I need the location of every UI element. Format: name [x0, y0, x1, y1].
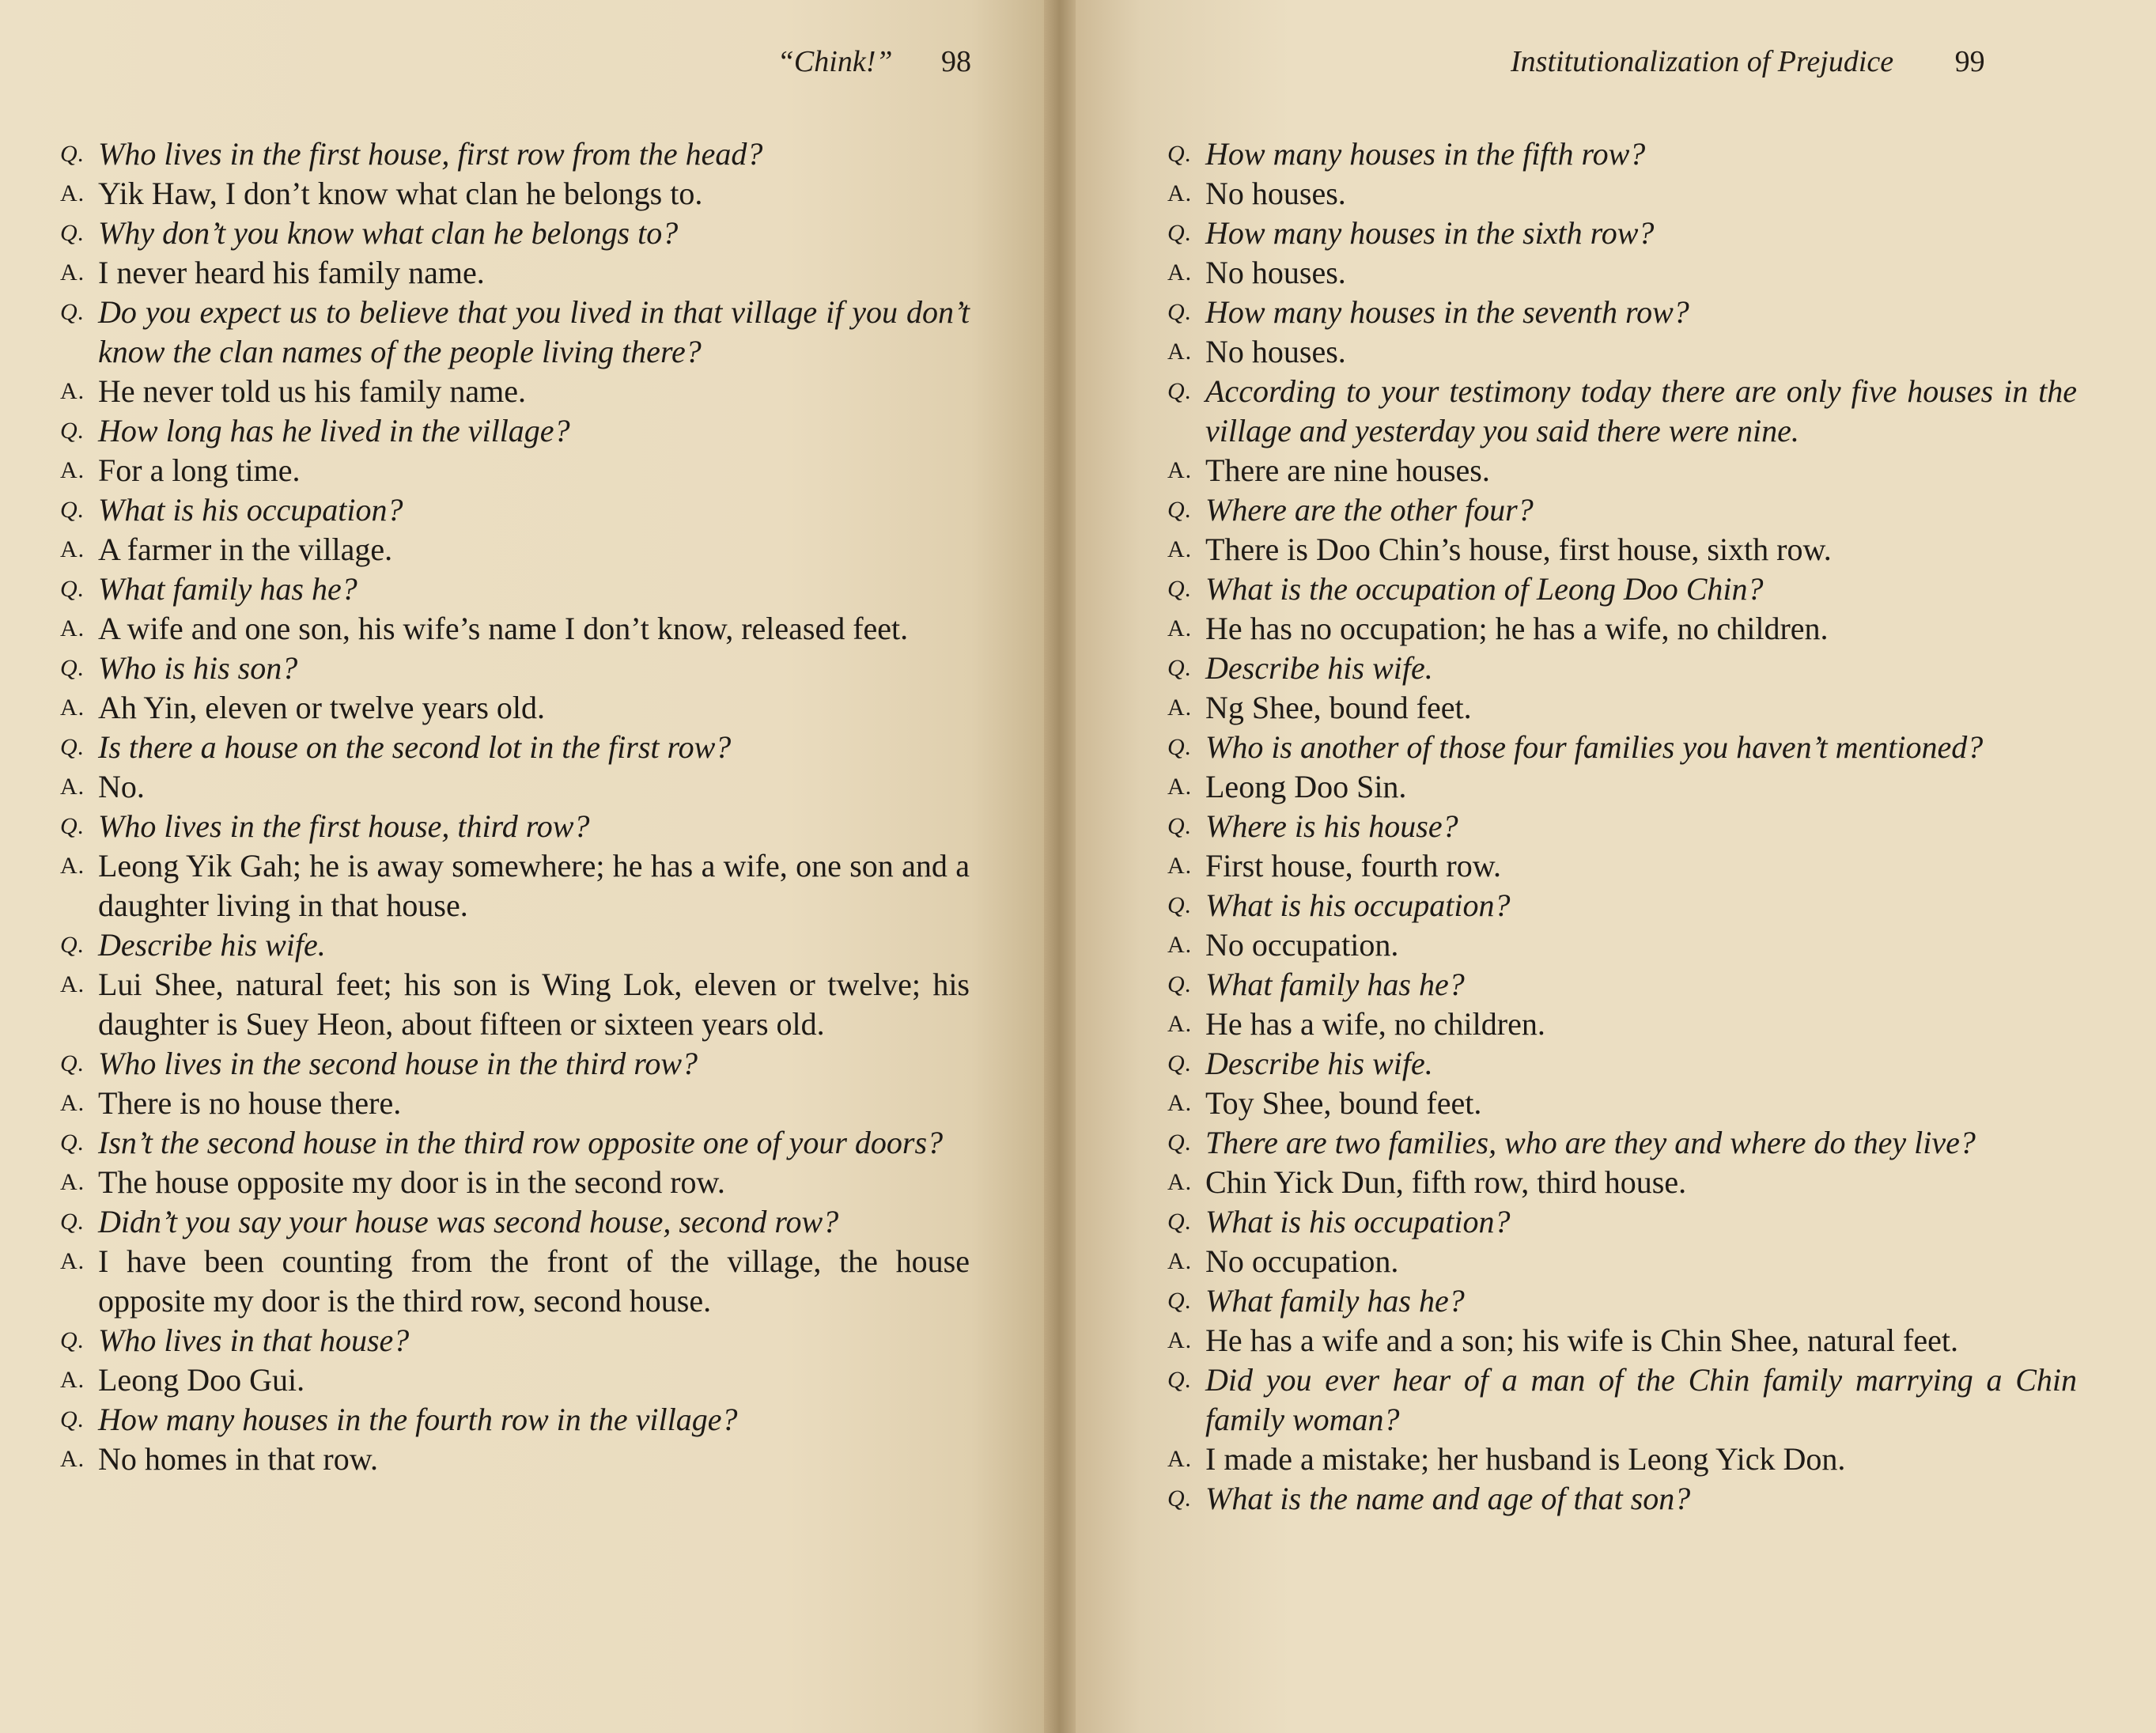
question-text: According to your testimony today there are only five houses in the village and yesterday you said there were nine. [1205, 373, 2077, 448]
answer-entry [1167, 1242, 2077, 1281]
question-entry [1167, 965, 2077, 1005]
left-page-header [777, 44, 971, 79]
answer-entry [1167, 688, 2077, 728]
question-label: Q. [60, 1327, 85, 1353]
question-label: Q. [60, 1406, 85, 1432]
answer-text: I never heard his family name. [98, 255, 485, 290]
answer-text: No. [98, 769, 145, 804]
question-entry [60, 1044, 970, 1084]
question-text: Describe his wife. [1205, 1046, 1433, 1081]
question-text: What family has he? [1205, 967, 1465, 1002]
question-text: Who lives in the first house, first row from the head? [98, 136, 763, 172]
question-text: Who lives in the first house, third row? [98, 808, 590, 844]
answer-entry [60, 1163, 970, 1202]
answer-entry [60, 609, 970, 649]
answer-entry [60, 451, 970, 490]
answer-text: No occupation. [1205, 927, 1399, 963]
question-text: Why don’t you know what clan he belongs to? [98, 215, 679, 251]
answer-text: Ah Yin, eleven or twelve years old. [98, 690, 546, 725]
answer-entry [1167, 451, 2077, 490]
question-entry [1167, 1044, 2077, 1084]
answer-text: There is Doo Chin’s house, first house, sixth row. [1205, 532, 1832, 567]
question-label: Q. [60, 497, 85, 523]
question-label: Q. [60, 813, 85, 839]
question-label: Q. [1167, 892, 1193, 918]
answer-text: First house, fourth row. [1205, 848, 1502, 884]
answer-entry [1167, 332, 2077, 372]
question-label: Q. [1167, 813, 1193, 839]
question-entry [1167, 134, 2077, 174]
answer-label: A. [60, 378, 85, 404]
answer-label: A. [1167, 536, 1193, 562]
question-label: Q. [60, 299, 85, 325]
answer-label: A. [1167, 457, 1193, 483]
answer-entry [60, 688, 970, 728]
question-label: Q. [60, 932, 85, 958]
answer-entry [60, 767, 970, 807]
question-text: How many houses in the fifth row? [1205, 136, 1646, 172]
question-entry [60, 490, 970, 530]
answer-label: A. [1167, 1446, 1193, 1472]
answer-label: A. [1167, 1011, 1193, 1037]
answer-text: Lui Shee, natural feet; his son is Wing Lok, eleven or twelve; his daughter is Suey Heon, about fifteen or sixteen years old. [98, 967, 970, 1042]
answer-entry [60, 965, 970, 1044]
answer-text: Toy Shee, bound feet. [1205, 1085, 1482, 1121]
question-text: Isn’t the second house in the third row opposite one of your doors? [98, 1125, 944, 1160]
answer-text: No houses. [1205, 176, 1346, 211]
question-entry [1167, 728, 2077, 767]
question-text: What is his occupation? [98, 492, 403, 528]
left-page [0, 0, 1044, 1733]
question-entry [60, 925, 970, 965]
answer-label: A. [60, 1090, 85, 1116]
question-entry [1167, 1202, 2077, 1242]
running-head: Institutionalization of Prejudice [1511, 45, 1894, 78]
question-label: Q. [60, 141, 85, 167]
question-entry [1167, 569, 2077, 609]
answer-entry [1167, 253, 2077, 293]
question-text: How many houses in the sixth row? [1205, 215, 1655, 251]
answer-label: A. [1167, 259, 1193, 286]
answer-text: Chin Yick Dun, fifth row, third house. [1205, 1164, 1687, 1200]
question-text: What family has he? [1205, 1283, 1465, 1319]
question-text: How many houses in the fourth row in the village? [98, 1402, 738, 1437]
question-label: Q. [60, 220, 85, 246]
answer-entry [60, 1360, 970, 1400]
right-page [1076, 0, 2156, 1733]
answer-label: A. [60, 1169, 85, 1195]
answer-text: Leong Doo Gui. [98, 1362, 305, 1398]
answer-label: A. [1167, 1327, 1193, 1353]
answer-entry [60, 372, 970, 411]
question-label: Q. [1167, 1288, 1193, 1314]
question-label: Q. [1167, 1209, 1193, 1235]
answer-entry [1167, 1440, 2077, 1479]
answer-label: A. [60, 1248, 85, 1274]
answer-text: I made a mistake; her husband is Leong Yick Don. [1205, 1441, 1846, 1477]
question-text: Didn’t you say your house was second house, second row? [98, 1204, 839, 1239]
answer-label: A. [60, 1367, 85, 1393]
question-label: Q. [60, 1050, 85, 1077]
question-label: Q. [1167, 655, 1193, 681]
question-entry [1167, 490, 2077, 530]
question-entry [60, 134, 970, 174]
answer-label: A. [60, 1446, 85, 1472]
question-entry [1167, 1479, 2077, 1519]
question-entry [1167, 807, 2077, 846]
question-entry [60, 411, 970, 451]
question-label: Q. [60, 1129, 85, 1156]
answer-text: Leong Yik Gah; he is away somewhere; he has a wife, one son and a daughter living in that house. [98, 848, 970, 923]
question-text: Where are the other four? [1205, 492, 1534, 528]
answer-text: He never told us his family name. [98, 373, 526, 409]
answer-label: A. [60, 536, 85, 562]
answer-label: A. [1167, 1090, 1193, 1116]
answer-entry [1167, 609, 2077, 649]
answer-entry [1167, 530, 2077, 569]
answer-text: The house opposite my door is in the second row. [98, 1164, 725, 1200]
question-entry [60, 807, 970, 846]
answer-text: Ng Shee, bound feet. [1205, 690, 1472, 725]
question-entry [1167, 886, 2077, 925]
question-label: Q. [1167, 378, 1193, 404]
question-label: Q. [1167, 576, 1193, 602]
answer-entry [60, 174, 970, 214]
right-page-header [1511, 44, 1985, 79]
answer-entry [1167, 925, 2077, 965]
answer-text: There are nine houses. [1205, 452, 1490, 488]
question-entry [1167, 649, 2077, 688]
answer-text: No occupation. [1205, 1243, 1399, 1279]
question-text: What is his occupation? [1205, 887, 1511, 923]
answer-label: A. [60, 971, 85, 997]
answer-label: A. [1167, 1169, 1193, 1195]
answer-entry [60, 1084, 970, 1123]
question-entry [60, 1202, 970, 1242]
question-entry [1167, 293, 2077, 332]
testimony-transcript [60, 134, 970, 1479]
question-entry [60, 214, 970, 253]
question-label: Q. [60, 734, 85, 760]
question-text: Who is his son? [98, 650, 298, 686]
question-entry [1167, 1123, 2077, 1163]
question-text: What is the name and age of that son? [1205, 1481, 1691, 1516]
question-text: How long has he lived in the village? [98, 413, 570, 448]
question-label: Q. [60, 418, 85, 444]
answer-entry [1167, 846, 2077, 886]
question-text: Who lives in that house? [98, 1322, 410, 1358]
question-label: Q. [1167, 1367, 1193, 1393]
question-entry [1167, 1281, 2077, 1321]
page-number: 98 [941, 45, 971, 78]
page-number: 99 [1954, 45, 1985, 78]
answer-text: He has no occupation; he has a wife, no children. [1205, 611, 1829, 646]
answer-label: A. [60, 180, 85, 206]
answer-text: No houses. [1205, 334, 1346, 369]
answer-label: A. [1167, 1248, 1193, 1274]
answer-text: No homes in that row. [98, 1441, 379, 1477]
answer-label: A. [1167, 180, 1193, 206]
question-label: Q. [1167, 220, 1193, 246]
question-entry [1167, 214, 2077, 253]
answer-entry [1167, 174, 2077, 214]
question-entry [60, 1321, 970, 1360]
answer-entry [60, 253, 970, 293]
question-text: Describe his wife. [98, 927, 326, 963]
question-text: Do you expect us to believe that you lived in that village if you don’t know the clan names of the people living there? [98, 294, 970, 369]
question-text: Who lives in the second house in the third row? [98, 1046, 698, 1081]
answer-text: I have been counting from the front of the village, the house opposite my door is the third row, second house. [98, 1243, 970, 1319]
question-entry [60, 293, 970, 372]
running-head: “Chink!” [777, 45, 893, 78]
question-label: Q. [60, 1209, 85, 1235]
answer-label: A. [60, 615, 85, 641]
answer-entry [60, 530, 970, 569]
question-label: Q. [1167, 1129, 1193, 1156]
question-label: Q. [60, 655, 85, 681]
question-label: Q. [1167, 299, 1193, 325]
question-label: Q. [60, 576, 85, 602]
question-text: There are two families, who are they and where do they live? [1205, 1125, 1976, 1160]
answer-text: Yik Haw, I don’t know what clan he belongs to. [98, 176, 703, 211]
question-label: Q. [1167, 497, 1193, 523]
answer-text: No houses. [1205, 255, 1346, 290]
question-text: Where is his house? [1205, 808, 1458, 844]
answer-label: A. [1167, 853, 1193, 879]
answer-label: A. [60, 853, 85, 879]
answer-label: A. [1167, 694, 1193, 721]
answer-text: Leong Doo Sin. [1205, 769, 1407, 804]
question-label: Q. [1167, 1485, 1193, 1512]
answer-text: A wife and one son, his wife’s name I don’t know, released feet. [98, 611, 909, 646]
answer-text: There is no house there. [98, 1085, 402, 1121]
question-text: What is his occupation? [1205, 1204, 1511, 1239]
question-text: Describe his wife. [1205, 650, 1433, 686]
answer-label: A. [1167, 932, 1193, 958]
answer-label: A. [1167, 774, 1193, 800]
answer-entry [60, 1440, 970, 1479]
question-text: Is there a house on the second lot in the first row? [98, 729, 732, 765]
question-text: Who is another of those four families you haven’t mentioned? [1205, 729, 1984, 765]
question-label: Q. [1167, 734, 1193, 760]
question-entry [60, 728, 970, 767]
answer-label: A. [1167, 339, 1193, 365]
question-text: How many houses in the seventh row? [1205, 294, 1689, 330]
answer-entry [1167, 1163, 2077, 1202]
question-entry [60, 1123, 970, 1163]
answer-entry [1167, 1084, 2077, 1123]
answer-entry [1167, 1005, 2077, 1044]
answer-text: He has a wife and a son; his wife is Chin Shee, natural feet. [1205, 1322, 1958, 1358]
question-entry [1167, 1360, 2077, 1440]
answer-entry [60, 846, 970, 925]
question-text: What is the occupation of Leong Doo Chin? [1205, 571, 1764, 607]
answer-text: He has a wife, no children. [1205, 1006, 1545, 1042]
answer-text: For a long time. [98, 452, 301, 488]
question-entry [1167, 372, 2077, 451]
answer-label: A. [60, 774, 85, 800]
question-text: What family has he? [98, 571, 357, 607]
book-gutter [1044, 0, 1076, 1733]
answer-entry [1167, 767, 2077, 807]
answer-label: A. [60, 694, 85, 721]
testimony-transcript [1167, 134, 2077, 1519]
question-entry [60, 1400, 970, 1440]
question-entry [60, 569, 970, 609]
answer-label: A. [1167, 615, 1193, 641]
answer-entry [1167, 1321, 2077, 1360]
answer-text: A farmer in the village. [98, 532, 393, 567]
question-entry [60, 649, 970, 688]
question-label: Q. [1167, 141, 1193, 167]
answer-label: A. [60, 457, 85, 483]
question-label: Q. [1167, 971, 1193, 997]
question-label: Q. [1167, 1050, 1193, 1077]
answer-label: A. [60, 259, 85, 286]
answer-entry [60, 1242, 970, 1321]
question-text: Did you ever hear of a man of the Chin family marrying a Chin family woman? [1205, 1362, 2077, 1437]
